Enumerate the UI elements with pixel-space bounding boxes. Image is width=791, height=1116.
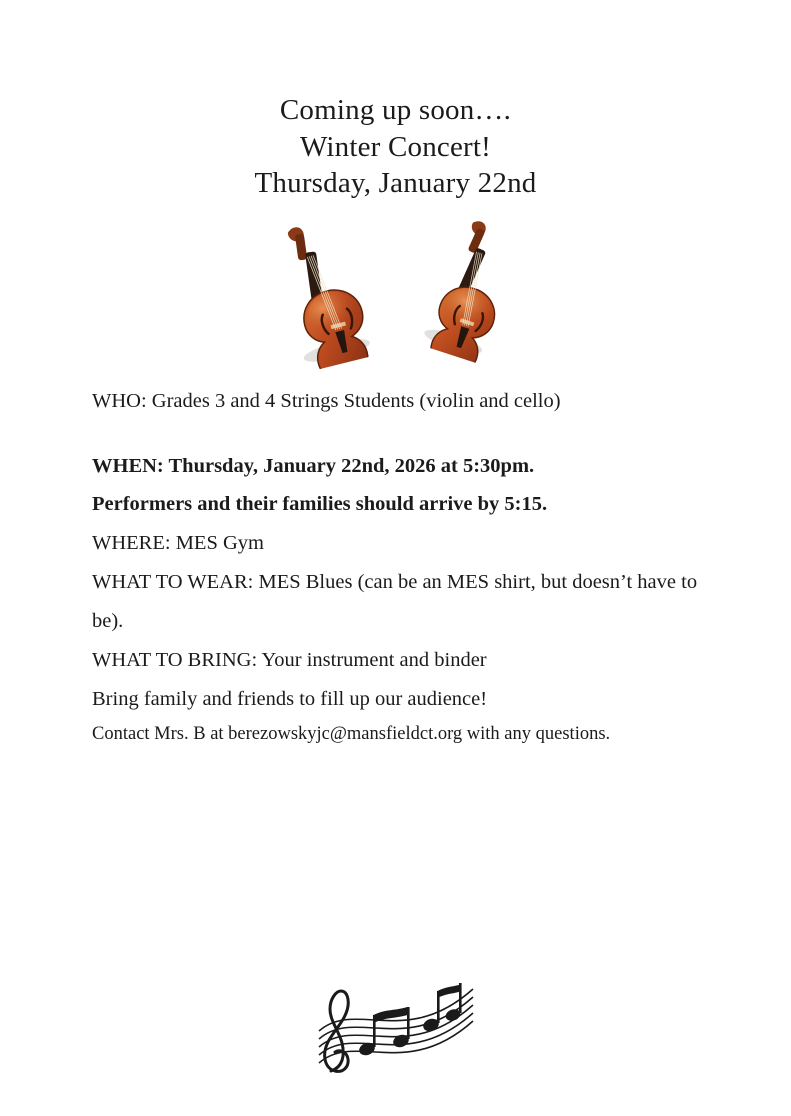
title-line-1: Coming up soon…. bbox=[279, 94, 512, 126]
flyer-page bbox=[0, 92, 791, 1116]
violin-icon bbox=[396, 202, 546, 372]
title-line-2: Winter Concert! bbox=[299, 130, 492, 163]
detail-when: WHEN: Thursday, January 22nd, 2026 at 5:30pm. bbox=[92, 454, 535, 477]
instrument-illustrations bbox=[0, 216, 791, 356]
music-notes-illustration bbox=[0, 953, 791, 1078]
event-details bbox=[92, 382, 712, 751]
detail-what-to-bring: WHAT TO BRING: Your instrument and binder bbox=[92, 649, 487, 672]
detail-what-to-wear: WHAT TO WEAR: MES Blues (can be an MES shirt, but doesn’t have to be). bbox=[92, 571, 698, 633]
page-title bbox=[0, 92, 791, 202]
detail-where: WHERE: MES Gym bbox=[92, 532, 264, 555]
violin-icon bbox=[247, 204, 398, 378]
detail-bring-family: Bring family and friends to fill up our audience! bbox=[92, 688, 488, 711]
detail-who: WHO: Grades 3 and 4 Strings Students (violin and cello) bbox=[92, 389, 561, 412]
detail-arrive: Performers and their families should arrive by 5:15. bbox=[92, 493, 548, 516]
music-notes-icon bbox=[301, 953, 491, 1078]
detail-contact: Contact Mrs. B at berezowskyjc@mansfieldct.org with any questions. bbox=[92, 724, 611, 745]
title-line-3: Thursday, January 22nd bbox=[254, 167, 537, 200]
